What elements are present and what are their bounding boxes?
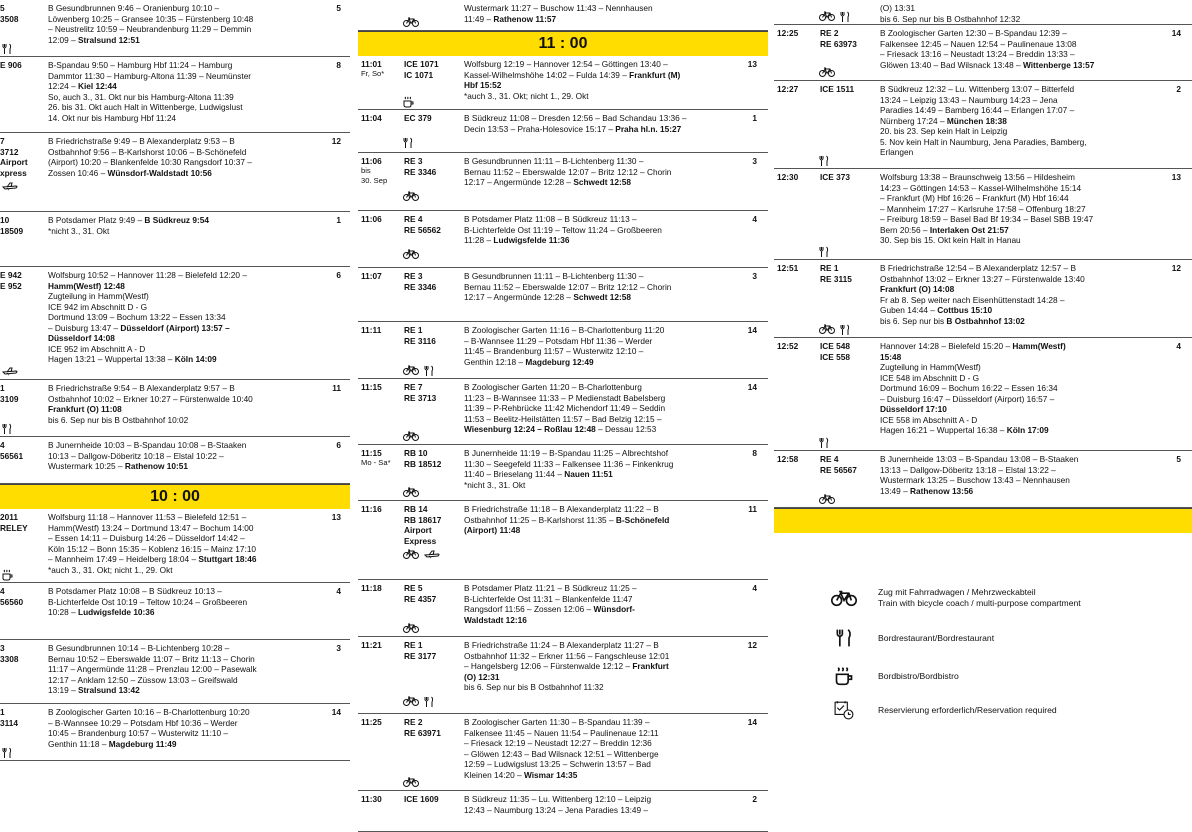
bike-icon — [403, 623, 419, 633]
departure-time: 11:01 Fr, So* — [361, 59, 385, 78]
timetable-entry — [358, 791, 768, 832]
bike-icon — [819, 494, 835, 504]
train-number: RE 4 RE 56567 — [820, 454, 857, 475]
train-number: RE 1 RE 3116 — [404, 325, 436, 346]
route-description: B Friedrichstraße 9:49 – B Alexanderplatz 9:53 – B Ostbahnhof 9:56 – B-Karlshorst 10:06 – B-Schönefeld (Airport) 10:20 – Blankenfelde 10:30 Rangsdorf 10:37 – Zossen 10:46 – Wünsdorf-Waldstadt 10:56 — [48, 136, 252, 178]
bike-icon — [820, 588, 868, 608]
restaurant-icon — [819, 437, 829, 449]
track-number: 13 — [331, 512, 341, 522]
route-description: Hannover 14:28 – Bielefeld 15:20 – Hamm(Westf) 15:48 Zugteilung in Hamm(Westf) ICE 548 im Abschnitt D - G Dortmund 16:09 – Bochum 16:22 – Essen 16:34 – Duisburg 16:47 – Düsseldorf (Airport) 16:57 – Düsseldorf 17:10 ICE 558 im Abschnitt A - D Hagen 16:21 – Wuppertal 16:38 – Köln 17:09 — [880, 341, 1066, 435]
plane-icon — [424, 549, 440, 559]
train-number: RE 3 RE 3346 — [404, 271, 437, 292]
hour-label: 10 : 00 — [150, 487, 200, 505]
hour-header — [774, 508, 1192, 533]
day-note: Fr, So* — [361, 69, 385, 78]
restaurant-icon — [840, 11, 850, 23]
timetable-entry — [358, 445, 768, 501]
track-number: 6 — [336, 440, 341, 450]
bike-icon — [819, 67, 835, 77]
route-description: B Gesundbrunnen 11:11 – B-Lichtenberg 11:30 – Bernau 11:52 – Eberswalde 12:07 – Britz 12:12 – Chorin 12:17 – Angermünde 12:28 – Schwedt 12:58 — [464, 156, 672, 187]
train-number: 10 18509 — [0, 215, 24, 236]
timetable-entry — [358, 322, 768, 379]
train-number: 4 56561 — [0, 440, 24, 461]
timetable-entry — [358, 580, 768, 637]
train-number: ICE 373 — [820, 172, 850, 182]
timetable-entry — [774, 451, 1192, 508]
track-number: 11 — [332, 383, 341, 393]
timetable-entry — [0, 267, 350, 380]
hour-header — [358, 31, 768, 56]
route-description: B Junernheide 13:03 – B-Spandau 13:08 – B-Staaken 13:13 – Dallgow-Döberitz 13:18 – Elstal 13:22 – Wustermark 13:25 – Buschow 13:43 – Nennhausen 13:49 – Rathenow 13:56 — [880, 454, 1079, 496]
train-number: RE 5 RE 4357 — [404, 583, 437, 604]
timetable-entry — [0, 212, 350, 267]
route-description: B Junernheide 10:03 – B-Spandau 10:08 – B-Staaken 10:13 – Dallgow-Döberitz 10:18 – Elstal 10:22 – Wustermark 10:25 – Rathenow 10:51 — [48, 440, 247, 471]
departure-time: 11:06 bis 30. Sep — [361, 156, 388, 185]
timetable-entry — [358, 379, 768, 445]
departure-time: 11:06 — [361, 214, 382, 224]
route-description: B Zoologischer Garten 11:20 – B-Charlottenburg 11:23 – B-Wannsee 11:33 – P Medienstadt Babelsberg 11:39 – P-Rehbrücke 11:42 Michendorf 11:49 – Seddin 11:53 – Beelitz-Heilstätten 11:57 – Bad Belzig 12:15 – Wiesenburg 12:24 – Roßlau 12:48 – Dessau 12:53 — [464, 382, 666, 434]
departure-time: 11:04 — [361, 113, 382, 123]
train-number: RB 14 RB 18617 Airport Express — [404, 504, 442, 546]
track-number: 4 — [752, 214, 757, 224]
train-number: E 942 E 952 — [0, 270, 22, 291]
route-description: B-Spandau 9:50 – Hamburg Hbf 11:24 – Hamburg Dammtor 11:30 – Hamburg-Altona 11:39 – Neumünster 12:24 – Kiel 12:44 So, auch 3., 31. Okt nur bis Hamburg-Altona 11:39 26. bis 31. Okt auch Halt in Wittenberge, Ludwigslust 14. Okt nur bis Hamburg Hbf 11:24 — [48, 60, 252, 123]
departure-time: 12:58 — [777, 454, 799, 464]
timetable-entry — [774, 260, 1192, 338]
track-number: 8 — [752, 448, 757, 458]
track-number: 6 — [336, 270, 341, 280]
train-number: 2011 RELEY — [0, 512, 28, 533]
route-description: B Friedrichstraße 11:24 – B Alexanderplatz 11:27 – B Ostbahnhof 11:32 – Erkner 11:56 – Fangschleuse 12:01 – Hangelsberg 12:06 – Fürstenwalde 12:12 – Frankfurt (O) 12:31 bis 6. Sep nur bis B Ostbahnhof 11:32 — [464, 640, 670, 692]
track-number: 5 — [1176, 454, 1181, 464]
timetable-entry — [774, 25, 1192, 81]
track-number: 14 — [747, 382, 757, 392]
route-description: B Gesundbrunnen 10:14 – B-Lichtenberg 10:28 – Bernau 10:52 – Eberswalde 11:07 – Britz 11:13 – Chorin 11:17 – Angermünde 11:28 – Prenzlau 12:00 – Pasewalk 12:17 – Anklam 12:50 – Züssow 13:03 – Greifswald 13:19 – Stralsund 13:42 — [48, 643, 257, 695]
route-description: B Südkreuz 11:08 – Dresden 12:56 – Bad Schandau 13:36 – Decin 13:53 – Praha-Holesovice 15:17 – Praha hl.n. 15:27 — [464, 113, 687, 134]
restaurant-icon — [2, 43, 12, 55]
timetable-entry — [0, 57, 350, 133]
restaurant-icon — [403, 137, 413, 149]
timetable-entry — [358, 110, 768, 153]
legend-item — [820, 700, 1057, 720]
departure-time: 11:15 Mo - Sa* — [361, 448, 391, 467]
track-number: 12 — [1171, 263, 1181, 273]
track-number: 4 — [752, 583, 757, 593]
departure-time: 12:30 — [777, 172, 799, 182]
track-number: 12 — [747, 640, 757, 650]
timetable-entry — [0, 704, 350, 761]
departure-time: 11:16 — [361, 504, 382, 514]
restaurant-icon — [424, 365, 434, 377]
route-description: Wolfsburg 10:52 – Hannover 11:28 – Bielefeld 12:20 – Hamm(Westf) 12:48 Zugteilung in Hamm(Westf) ICE 942 im Abschnitt D - G Dortmund 13:09 – Bochum 13:22 – Essen 13:34 – Duisburg 13:47 – Düsseldorf (Airport) 13:57 – Düsseldorf 14:08 ICE 952 im Abschnitt A - D Hagen 13:21 – Wuppertal 13:38 – Köln 14:09 — [48, 270, 247, 364]
timetable-entry — [358, 501, 768, 580]
track-number: 3 — [336, 643, 341, 653]
track-number: 3 — [752, 271, 757, 281]
route-description: Wolfsburg 13:38 – Braunschweig 13:56 – Hildesheim 14:23 – Göttingen 14:53 – Kassel-Wilhelmshöhe 15:14 – Frankfurt (M) Hbf 16:26 – Frankfurt (M) Hbf 16:44 – Mannheim 17:27 – Karlsruhe 17:58 – Offenburg 18:27 – Freiburg 18:59 – Basel Bad Bf 19:34 – Basel SBB 19:47 Bern 20:56 – Interlaken Ost 21:57 30. Sep bis 15. Okt kein Halt in Hanau — [880, 172, 1094, 245]
track-number: 5 — [336, 3, 341, 13]
departure-time: 11:25 — [361, 717, 382, 727]
track-number: 3 — [752, 156, 757, 166]
route-description: Wustermark 11:27 – Buschow 11:43 – Nennhausen 11:49 – Rathenow 11:57 — [464, 3, 653, 24]
route-description: B Südkreuz 12:32 – Lu. Wittenberg 13:07 – Bitterfeld 13:24 – Leipzig 13:43 – Naumburg 14:23 – Jena Paradies 14:49 – Bamberg 16:44 – Erlangen 17:07 – Nürnberg 17:24 – München 18:38 20. bis 23. Sep kein Halt in Leipzig 5. Nov kein Halt in Naumburg, Jena Paradies, Bamberg, Erlangen — [880, 84, 1087, 157]
restaurant-icon — [424, 696, 434, 708]
bike-icon — [403, 549, 419, 559]
route-description: Wolfsburg 12:19 – Hannover 12:54 – Göttingen 13:40 – Kassel-Wilhelmshöhe 14:02 – Fulda 14:39 – Frankfurt (M) Hbf 15:52 *auch 3., 31. Okt; nicht 1., 29. Okt — [464, 59, 681, 101]
track-number: 2 — [1176, 84, 1181, 94]
train-number: ICE 1609 — [404, 794, 439, 804]
departure-time: 11:07 — [361, 271, 382, 281]
route-description: B Zoologischer Garten 11:16 – B-Charlottenburg 11:20 – B-Wannsee 11:29 – Potsdam Hbf 11:36 – Werder 11:45 – Brandenburg 11:57 – Wusterwitz 12:10 – Genthin 12:18 – Magdeburg 12:49 — [464, 325, 665, 367]
train-number: E 906 — [0, 60, 22, 70]
legend-text: Bordbistro/Bordbistro — [878, 670, 959, 681]
legend-item — [820, 628, 994, 648]
departure-time: 12:52 — [777, 341, 799, 351]
track-number: 4 — [336, 586, 341, 596]
route-description: B Friedrichstraße 12:54 – B Alexanderplatz 12:57 – B Ostbahnhof 13:02 – Erkner 13:27 – Fürstenwalde 13:40 Frankfurt (O) 14:08 Fr ab 8. Sep weiter nach Eisenhüttenstadt 14:28 – Guben 14:44 – Cottbus 15:10 bis 6. Sep nur bis B Ostbahnhof 13:02 — [880, 263, 1085, 326]
track-number: 8 — [336, 60, 341, 70]
departure-time: 12:27 — [777, 84, 799, 94]
plane-icon — [2, 366, 18, 376]
hour-label: 11 : 00 — [538, 34, 588, 52]
track-number: 12 — [331, 136, 341, 146]
track-number: 14 — [331, 707, 341, 717]
track-number: 11 — [748, 504, 757, 514]
timetable-entry — [774, 169, 1192, 260]
track-number: 14 — [1171, 28, 1181, 38]
train-number: RE 1 RE 3177 — [404, 640, 437, 661]
bike-icon — [819, 324, 835, 336]
departure-time: 11:18 — [361, 583, 382, 593]
bike-icon — [403, 431, 419, 441]
route-description: Wolfsburg 11:18 – Hannover 11:53 – Bielefeld 12:51 – Hamm(Westf) 13:24 – Dortmund 13:47 – Bochum 14:00 – Essen 14:11 – Duisburg 14:26 – Düsseldorf 14:42 – Köln 15:12 – Bonn 15:35 – Koblenz 16:15 – Mainz 17:10 – Mannheim 17:49 – Heidelberg 18:04 – Stuttgart 18:46 *auch 3., 31. Okt; nicht 1., 29. Okt — [48, 512, 257, 575]
departure-time: 12:25 — [777, 28, 799, 38]
train-number: RB 10 RB 18512 — [404, 448, 442, 469]
train-number: 1 3114 — [0, 707, 18, 728]
route-description: B Gesundbrunnen 9:46 – Oranienburg 10:10 – Löwenberg 10:25 – Gransee 10:35 – Fürstenberg 10:48 – Neustrelitz 10:59 – Neubrandenburg 11:29 – Demmin 12:09 – Stralsund 12:51 — [48, 3, 254, 45]
departure-time: 11:21 — [361, 640, 382, 650]
timetable-entry — [0, 0, 350, 57]
train-number: 1 3109 — [0, 383, 19, 404]
timetable-entry — [774, 338, 1192, 451]
train-number: EC 379 — [404, 113, 432, 123]
legend-item — [820, 587, 1081, 609]
track-number: 13 — [747, 59, 757, 69]
route-description: B Potsdamer Platz 10:08 – B Südkreuz 10:13 – B-Lichterfelde Ost 10:19 – Teltow 10:24 – Großbeeren 10:28 – Ludwigsfelde 10:36 — [48, 586, 248, 617]
route-description: (O) 13:31 bis 6. Sep nur bis B Ostbahnhof 12:32 — [880, 3, 1021, 24]
route-description: B Zoologischer Garten 11:30 – B-Spandau 11:39 – Falkensee 11:45 – Nauen 11:54 – Paulinenaue 12:11 – Friesack 12:19 – Neustadt 12:27 – Breddin 12:36 – Glöwen 12:43 – Bad Wilsnack 12:51 – Wittenberge 12:59 – Ludwigslust 13:25 – Schwerin 13:57 – Bad Kleinen 14:20 – Wismar 14:35 — [464, 717, 659, 780]
track-number: 1 — [752, 113, 757, 123]
departure-time: 12:51 — [777, 263, 799, 273]
restaurant-icon — [2, 747, 12, 759]
bistro-icon — [820, 666, 868, 686]
train-number: RE 7 RE 3713 — [404, 382, 437, 403]
route-description: B Friedrichstraße 9:54 – B Alexanderplatz 9:57 – B Ostbahnhof 10:02 – Erkner 10:27 – Fürstenwalde 10:40 Frankfurt (O) 11:08 bis 6. Sep nur bis B Ostbahnhof 10:02 — [48, 383, 253, 425]
timetable-entry — [0, 509, 350, 583]
track-number: 13 — [1171, 172, 1181, 182]
timetable-entry — [358, 56, 768, 110]
timetable-entry — [358, 268, 768, 322]
timetable-entry — [358, 637, 768, 714]
train-number: 5 3508 — [0, 3, 19, 24]
route-description: B Friedrichstraße 11:18 – B Alexanderplatz 11:22 – B Ostbahnhof 11:25 – B-Karlshorst 11:35 – B-Schönefeld (Airport) 11:48 — [464, 504, 670, 535]
day-note: Mo - Sa* — [361, 458, 391, 467]
train-number: RE 4 RE 56562 — [404, 214, 441, 235]
train-number: 3 3308 — [0, 643, 19, 664]
timetable-entry — [358, 211, 768, 268]
train-number: RE 2 RE 63971 — [404, 717, 441, 738]
bike-icon — [819, 11, 835, 23]
legend-text: Zug mit Fahrradwagen / Mehrzweckabteil Train with bicycle coach / multi-purpose compartment — [878, 587, 1081, 608]
route-description: B Junernheide 11:19 – B-Spandau 11:25 – Albrechtshof 11:30 – Seegefeld 11:33 – Falkensee 11:36 – Finkenkrug 11:40 – Brieselang 11:44 – Nauen 11:51 *nicht 3., 31. Okt — [464, 448, 674, 490]
train-number: 7 3712 Airport xpress — [0, 136, 28, 178]
route-description: B Zoologischer Garten 10:16 – B-Charlottenburg 10:20 – B-Wannsee 10:29 – Potsdam Hbf 10:36 – Werder 10:45 – Brandenburg 10:57 – Wusterwitz 11:10 – Genthin 11:18 – Magdeburg 11:49 — [48, 707, 250, 749]
legend-text: Bordrestaurant/Bordrestaurant — [878, 632, 995, 643]
train-number: 4 56560 — [0, 586, 24, 607]
timetable-entry — [358, 714, 768, 791]
train-number: RE 3 RE 3346 — [404, 156, 437, 177]
restaurant-icon — [819, 155, 829, 167]
bike-icon — [403, 487, 419, 497]
timetable-entry — [774, 81, 1192, 169]
route-description: B Potsdamer Platz 11:21 – B Südkreuz 11:25 – B-Lichterfelde Ost 11:31 – Blankenfelde 11:47 Rangsdorf 11:56 – Zossen 12:06 – Wünsdorf- Waldstadt 12:16 — [464, 583, 637, 625]
bike-icon — [403, 777, 419, 787]
departure-time: 11:11 — [361, 325, 382, 335]
track-number: 2 — [752, 794, 757, 804]
timetable-entry — [358, 0, 768, 31]
timetable-entry — [0, 380, 350, 437]
bike-icon — [403, 696, 419, 708]
train-number: ICE 1071 IC 1071 — [404, 59, 439, 80]
bistro-icon — [2, 569, 13, 581]
legend-item — [820, 666, 959, 686]
timetable-entry — [0, 640, 350, 704]
train-number: RE 2 RE 63973 — [820, 28, 857, 49]
train-number: ICE 548 ICE 558 — [820, 341, 850, 362]
bike-icon — [403, 17, 419, 27]
restaurant-icon — [820, 628, 868, 648]
timetable-entry — [774, 0, 1192, 25]
train-number: RE 1 RE 3115 — [820, 263, 852, 284]
timetable-column-middle — [358, 0, 768, 815]
timetable-column-left — [0, 0, 350, 795]
timetable-entry — [358, 153, 768, 211]
route-description: B Potsdamer Platz 11:08 – B Südkreuz 11:13 – B-Lichterfelde Ost 11:19 – Teltow 11:24 – Großbeeren 11:28 – Ludwigsfelde 11:36 — [464, 214, 662, 245]
day-note: bis 30. Sep — [361, 166, 388, 185]
hour-header — [0, 484, 350, 509]
restaurant-icon — [819, 246, 829, 258]
reservation-icon — [820, 700, 868, 720]
track-number: 14 — [747, 325, 757, 335]
route-description: B Potsdamer Platz 9:49 – B Südkreuz 9:54 *nicht 3., 31. Okt — [48, 215, 209, 236]
track-number: 4 — [1176, 341, 1181, 351]
route-description: B Zoologischer Garten 12:30 – B-Spandau 12:39 – Falkensee 12:45 – Nauen 12:54 – Paulinenaue 13:08 – Friesack 13:16 – Neustadt 13:24 – Breddin 13:33 – Glöwen 13:40 – Bad Wilsnack 13:48 – Wittenberge 13:57 — [880, 28, 1095, 70]
bike-icon — [403, 365, 419, 377]
timetable-entry — [0, 133, 350, 212]
track-number: 14 — [747, 717, 757, 727]
plane-icon — [2, 181, 18, 191]
departure-time: 11:15 — [361, 382, 382, 392]
timetable-entry — [0, 437, 350, 484]
legend-text: Reservierung erforderlich/Reservation required — [878, 704, 1057, 715]
bistro-icon — [403, 96, 414, 108]
restaurant-icon — [840, 324, 850, 336]
route-description: B Südkreuz 11:35 – Lu. Wittenberg 12:10 – Leipzig 12:43 – Naumburg 13:24 – Jena Paradies 13:49 – — [464, 794, 652, 815]
route-description: B Gesundbrunnen 11:11 – B-Lichtenberg 11:30 – Bernau 11:52 – Eberswalde 12:07 – Britz 12:12 – Chorin 12:17 – Angermünde 12:28 – Schwedt 12:58 — [464, 271, 672, 302]
restaurant-icon — [2, 423, 12, 435]
departure-time: 11:30 — [361, 794, 382, 804]
timetable-entry — [0, 583, 350, 640]
track-number: 1 — [336, 215, 341, 225]
train-number: ICE 1511 — [820, 84, 855, 94]
bike-icon — [403, 191, 419, 201]
bike-icon — [403, 249, 419, 259]
